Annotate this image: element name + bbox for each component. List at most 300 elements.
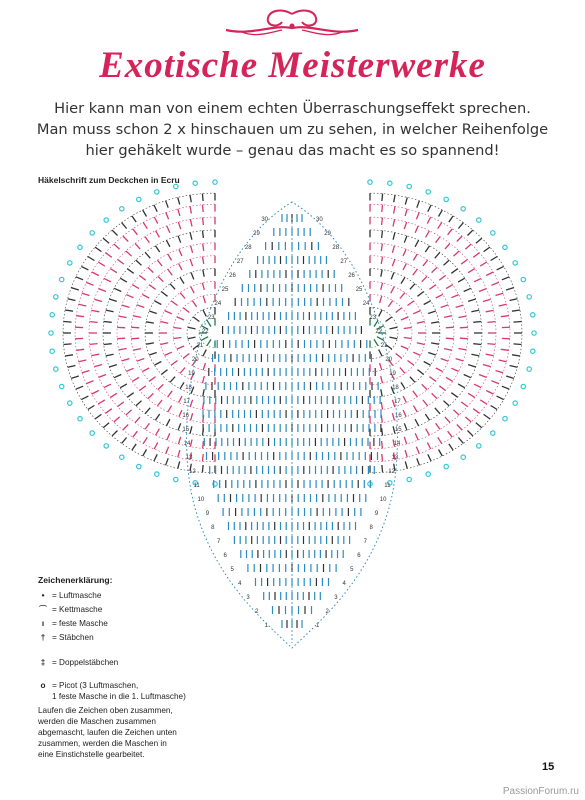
- stitch-mark: [68, 366, 76, 368]
- stitch-mark: [203, 270, 204, 277]
- stitch-mark: [201, 337, 208, 341]
- stitch-mark: [119, 349, 127, 350]
- stitch-mark: [480, 262, 487, 266]
- row-number-label: 6: [223, 553, 227, 559]
- row-number-label: 4: [238, 581, 242, 587]
- picot-mark: [444, 464, 448, 468]
- stitch-mark: [415, 433, 418, 440]
- stitch-mark: [127, 269, 133, 274]
- stitch-mark: [114, 288, 121, 291]
- stitch-mark: [405, 461, 407, 468]
- stitch-mark: [123, 425, 128, 431]
- stitch-mark: [382, 205, 383, 212]
- stitch-mark: [404, 437, 406, 444]
- stitch-mark: [119, 316, 127, 317]
- stitch-mark: [82, 293, 90, 295]
- row-number-label: 27: [340, 259, 348, 265]
- stitch-mark: [86, 282, 93, 285]
- stitch-mark: [110, 393, 117, 397]
- stitch-mark: [179, 249, 182, 256]
- stitch-mark: [405, 450, 407, 457]
- stitch-mark: [133, 316, 141, 318]
- stitch-mark: [203, 296, 205, 303]
- stitch-mark: [381, 389, 382, 396]
- stitch-mark: [157, 260, 162, 266]
- stitch-mark: [468, 365, 476, 367]
- row-number-label: 15: [394, 427, 402, 433]
- stitch-mark: [131, 338, 139, 339]
- row-number-label: 8: [369, 525, 373, 531]
- stitch-mark: [65, 355, 73, 356]
- stitch-mark: [173, 328, 181, 329]
- stitch-mark: [379, 350, 382, 357]
- stitch-mark: [460, 327, 468, 328]
- stitch-mark: [106, 354, 114, 356]
- stitch-mark: [133, 229, 138, 235]
- stitch-mark: [413, 311, 420, 314]
- stitch-mark: [188, 337, 196, 339]
- stitch-mark: [456, 359, 464, 361]
- stitch-mark: [404, 328, 412, 329]
- row-number-label: 28: [332, 245, 340, 251]
- stitch-mark: [429, 377, 435, 382]
- stitch-mark: [392, 259, 394, 266]
- stitch-mark: [81, 266, 88, 270]
- stitch-mark: [428, 311, 436, 314]
- stitch-mark: [158, 276, 163, 281]
- stitch-mark: [458, 316, 466, 317]
- stitch-mark: [106, 253, 112, 258]
- legend-item-label: = feste Masche: [52, 619, 108, 628]
- stitch-mark: [445, 243, 450, 249]
- stitch-mark: [438, 222, 442, 228]
- stitch-mark: [166, 240, 170, 247]
- stitch-mark: [180, 368, 185, 374]
- stitch-mark: [71, 288, 79, 290]
- stitch-mark: [382, 441, 383, 448]
- stitch-mark: [426, 429, 430, 436]
- picot-mark: [174, 477, 178, 481]
- stitch-mark: [432, 393, 438, 398]
- picot-mark: [68, 401, 72, 405]
- stitch-mark: [180, 293, 185, 299]
- stitch-mark: [453, 251, 459, 256]
- stitch-mark: [382, 428, 383, 435]
- stitch-mark: [486, 354, 494, 355]
- stitch-mark: [403, 249, 406, 256]
- row-number-label: 9: [374, 511, 379, 517]
- stitch-mark: [432, 267, 438, 272]
- row-number-label: 19: [389, 371, 396, 377]
- stitch-mark: [458, 349, 466, 350]
- stitch-mark: [468, 393, 475, 397]
- picot-mark: [155, 190, 159, 194]
- stitch-mark: [512, 355, 520, 356]
- stitch-mark: [112, 230, 117, 235]
- legend: [38, 575, 238, 760]
- stitch-mark: [431, 343, 439, 344]
- stitch-mark: [203, 363, 205, 370]
- stitch-mark: [487, 322, 495, 323]
- stitch-mark: [140, 276, 146, 281]
- stitch-mark: [166, 419, 170, 426]
- stitch-mark: [381, 257, 382, 264]
- picot-mark: [137, 197, 141, 201]
- row-number-label: 17: [183, 399, 190, 405]
- stitch-mark: [68, 299, 76, 301]
- stitch-mark: [415, 419, 419, 426]
- stitch-mark: [403, 410, 406, 417]
- stitch-mark: [483, 365, 491, 367]
- stitch-mark: [446, 338, 454, 339]
- stitch-mark: [446, 327, 454, 328]
- stitch-mark: [394, 206, 395, 213]
- stitch-mark: [167, 226, 170, 233]
- stitch-mark: [98, 262, 105, 266]
- row-number-label: 26: [229, 273, 236, 279]
- picot-mark: [444, 197, 448, 201]
- stitch-mark: [468, 230, 473, 235]
- stitch-mark: [183, 354, 189, 359]
- stitch-mark: [392, 246, 394, 253]
- stitch-mark: [380, 363, 382, 370]
- legend-item: [38, 632, 238, 643]
- picot-mark: [527, 367, 531, 371]
- row-number-label: 22: [201, 329, 209, 335]
- stitch-mark: [79, 360, 87, 362]
- row-number-label: 30: [316, 217, 323, 223]
- stitch-mark: [117, 327, 125, 328]
- stitch-mark: [203, 441, 204, 448]
- stitch-mark: [400, 293, 405, 299]
- row-number-label: 18: [392, 385, 399, 391]
- stitch-mark: [104, 322, 112, 323]
- legend-item: [38, 680, 238, 702]
- stitch-mark: [410, 284, 415, 290]
- stitch-mark: [76, 349, 84, 350]
- stitch-mark: [132, 285, 139, 289]
- row-number-label: 26: [348, 273, 355, 279]
- stitch-mark: [120, 384, 127, 388]
- stitch-mark: [110, 269, 117, 273]
- stitch-mark: [501, 349, 509, 350]
- stitch-mark: [149, 353, 157, 356]
- stitch-mark: [435, 252, 440, 258]
- stitch-mark: [170, 284, 175, 290]
- picot-mark: [491, 231, 495, 235]
- stitch-mark: [158, 384, 163, 389]
- stitch-mark: [404, 423, 407, 430]
- legend-item-label: = Kettmasche: [52, 605, 103, 614]
- picot-mark: [407, 184, 411, 188]
- row-number-label: 17: [394, 399, 401, 405]
- legend-item-label: = Stäbchen: [52, 633, 94, 642]
- row-number-label: 4: [342, 581, 346, 587]
- picot-mark: [513, 261, 517, 265]
- stitch-mark: [82, 371, 90, 373]
- stitch-mark: [445, 417, 450, 423]
- stitch-mark: [92, 391, 99, 395]
- intro-line: Hier kann man von einem echten Überraschungseffekt sprechen.: [54, 100, 531, 117]
- stitch-mark: [512, 310, 520, 311]
- stitch-mark: [382, 194, 383, 201]
- stitch-mark: [431, 322, 439, 323]
- stitch-mark: [114, 417, 120, 422]
- row-number-label: 20: [191, 357, 199, 363]
- stitch-mark: [461, 260, 467, 265]
- picot-mark: [388, 181, 392, 185]
- stitch-mark: [76, 277, 83, 280]
- row-number-label: 2: [255, 609, 259, 615]
- stitch-mark: [122, 223, 127, 229]
- stitch-mark: [514, 344, 522, 345]
- stitch-mark: [157, 400, 162, 406]
- picot-mark: [90, 431, 94, 435]
- stitch-mark: [191, 273, 194, 280]
- stitch-mark: [190, 440, 192, 447]
- watermark: PassionForum.ru: [502, 786, 579, 797]
- legend-item: [38, 657, 238, 668]
- stitch-mark: [374, 320, 378, 326]
- stitch-mark: [146, 322, 154, 323]
- stitch-mark: [123, 236, 128, 242]
- stitch-mark: [510, 299, 518, 301]
- picot-mark: [461, 207, 465, 211]
- stitch-mark: [484, 414, 490, 419]
- stitch-mark: [203, 283, 205, 290]
- row-number-label: 25: [221, 287, 229, 293]
- stitch-mark: [192, 301, 196, 307]
- stitch-mark: [471, 354, 479, 356]
- stitch-mark: [396, 354, 402, 359]
- row-number-label: 2: [325, 609, 329, 615]
- row-number-label: 10: [379, 497, 387, 503]
- stitch-mark: [155, 414, 159, 420]
- stitch-mark: [473, 344, 481, 345]
- legend-item: [38, 604, 238, 615]
- stitch-mark: [126, 368, 133, 371]
- picot-mark: [491, 431, 495, 435]
- stitch-mark: [132, 377, 139, 381]
- stitch-mark: [136, 401, 142, 406]
- row-number-label: 5: [230, 567, 234, 573]
- row-arc: [63, 193, 215, 473]
- doppelstabchen-symbol: ‡: [40, 658, 46, 667]
- picot-mark: [54, 295, 58, 299]
- picot-mark: [60, 384, 64, 388]
- intro-line: hier gehäkelt wurde – genau das macht es so spannend!: [85, 142, 500, 159]
- picot-mark: [78, 245, 82, 249]
- picot-mark: [521, 384, 525, 388]
- stitch-mark: [428, 454, 431, 461]
- stitch-mark: [491, 257, 498, 261]
- stitch-mark: [404, 236, 407, 243]
- picot-mark: [477, 444, 481, 448]
- stitch-mark: [400, 368, 405, 374]
- decorative-flourish: [222, 6, 362, 40]
- stitch-mark: [428, 205, 431, 212]
- stitch-mark: [415, 226, 418, 233]
- stitch-mark: [476, 423, 482, 428]
- stitch-mark: [413, 406, 417, 412]
- stitch-mark: [143, 210, 147, 217]
- stitch-mark: [190, 195, 191, 202]
- row-number-label: 16: [182, 413, 189, 419]
- stitch-mark: [122, 359, 130, 361]
- picot-mark: [213, 180, 217, 184]
- picot-mark: [407, 477, 411, 481]
- stitch-mark: [444, 260, 450, 265]
- stitch-mark: [178, 450, 180, 457]
- stitch-mark: [155, 246, 159, 252]
- page-title: Exotische Meisterwerke: [99, 45, 486, 86]
- stitch-mark: [109, 365, 117, 367]
- row-number-label: 3: [246, 595, 250, 601]
- stitch-mark: [448, 229, 453, 235]
- picot-mark: [49, 331, 53, 335]
- picot-mark: [137, 464, 141, 468]
- stitch-mark: [143, 450, 147, 457]
- stitch-mark: [444, 401, 450, 406]
- stitch-mark: [103, 238, 109, 243]
- picot-mark: [461, 455, 465, 459]
- stitch-mark: [178, 437, 180, 444]
- picot-mark: [78, 417, 82, 421]
- stitch-mark: [416, 212, 419, 219]
- stitch-mark: [109, 299, 117, 301]
- stitch-mark: [486, 310, 494, 311]
- stitch-mark: [451, 393, 457, 398]
- stitch-mark: [461, 402, 467, 407]
- stitch-mark: [390, 337, 398, 339]
- stitch-mark: [154, 205, 157, 212]
- stitch-mark: [417, 458, 420, 465]
- stitch-mark: [514, 322, 522, 323]
- stitch-mark: [418, 292, 424, 297]
- stitch-mark: [388, 301, 392, 307]
- stitch-mark: [451, 295, 458, 298]
- row-number-label: 29: [253, 231, 260, 237]
- stitch-mark: [114, 375, 121, 378]
- legend-item-label: = Doppelstäbchen: [52, 658, 119, 667]
- stitch-mark: [394, 195, 395, 202]
- stitch-mark: [436, 237, 440, 243]
- stitch-mark: [143, 437, 147, 443]
- stitch-mark: [393, 233, 395, 240]
- stitch-mark: [190, 259, 192, 266]
- picot-mark: [527, 295, 531, 299]
- stitch-mark: [427, 442, 430, 449]
- row-number-label: 13: [185, 455, 193, 461]
- stitch-mark: [131, 327, 139, 328]
- stitch-mark: [410, 377, 415, 383]
- stitch-mark: [417, 322, 425, 324]
- stitch-mark: [457, 425, 462, 431]
- stitch-mark: [436, 294, 443, 298]
- row-number-label: 1: [264, 623, 268, 629]
- stitch-mark: [396, 308, 402, 313]
- page-number: 15: [542, 761, 555, 773]
- row-number-label: 5: [350, 567, 354, 573]
- stitch-mark: [415, 240, 419, 247]
- stitch-mark: [178, 209, 180, 216]
- stitch-mark: [413, 269, 418, 275]
- stitch-mark: [451, 368, 458, 371]
- picot-mark: [532, 331, 536, 335]
- bar-symbol: ı: [41, 619, 45, 628]
- stitch-mark: [140, 386, 146, 391]
- row-number-label: 29: [324, 231, 331, 237]
- row-number-label: 6: [357, 553, 361, 559]
- row-number-label: 21: [380, 343, 388, 349]
- row-number-label: 25: [355, 287, 363, 293]
- picot-mark: [68, 261, 72, 265]
- stitch-mark: [86, 381, 93, 384]
- stitch-mark: [439, 210, 443, 217]
- stitch-mark: [449, 216, 453, 222]
- stitch-mark: [135, 243, 140, 249]
- stitch-mark: [133, 349, 141, 351]
- stitch-mark: [168, 406, 172, 412]
- row-number-label: 20: [385, 357, 393, 363]
- stitch-mark: [94, 365, 102, 367]
- stitch-mark: [106, 409, 112, 414]
- stitch-mark: [190, 206, 191, 213]
- picot-mark: [104, 218, 108, 222]
- stitch-mark: [127, 393, 133, 398]
- stitch-mark: [191, 413, 193, 420]
- row-arc: [370, 193, 522, 473]
- stitch-mark: [382, 231, 383, 238]
- stitch-mark: [64, 344, 72, 345]
- stitch-mark: [203, 454, 204, 461]
- stitch-mark: [203, 310, 206, 317]
- stitch-mark: [177, 346, 184, 349]
- picot-mark: [513, 401, 517, 405]
- row-number-label: 23: [369, 315, 377, 321]
- stitch-mark: [491, 381, 498, 384]
- stitch-mark: [446, 285, 453, 289]
- stitch-mark: [79, 304, 87, 306]
- row-number-label: 22: [375, 329, 383, 335]
- stitch-mark: [177, 317, 184, 320]
- stitch-mark: [95, 247, 101, 252]
- stitch-mark: [418, 370, 424, 375]
- legend-note: Laufen die Zeichen oben zusammen, werden die Maschen zusammen abgemascht, laufen die Zeichen unten zusammen, werden die Maschen in eine Einstichstelle gearbeitet.: [38, 706, 177, 759]
- stitch-mark: [165, 311, 172, 314]
- stitch-mark: [95, 414, 101, 419]
- stitch-mark: [382, 465, 383, 472]
- stitch-mark: [474, 278, 481, 281]
- stabchen-symbol: †: [40, 633, 46, 642]
- row-number-label: 24: [214, 301, 222, 307]
- stitch-mark: [190, 400, 192, 407]
- picot-mark: [368, 180, 372, 184]
- picot-mark: [120, 455, 124, 459]
- stitch-mark: [423, 400, 428, 406]
- stitch-mark: [424, 301, 431, 305]
- stitch-mark: [458, 223, 463, 229]
- row-number-label: 28: [244, 245, 252, 251]
- stitch-mark: [156, 231, 160, 238]
- stitch-mark: [417, 201, 420, 208]
- stitch-mark: [166, 201, 169, 208]
- stitch-mark: [435, 408, 440, 414]
- arc-symbol: ⌒: [38, 605, 48, 614]
- stitch-mark: [126, 251, 132, 256]
- stitch-mark: [428, 353, 436, 356]
- stitch-mark: [484, 247, 490, 252]
